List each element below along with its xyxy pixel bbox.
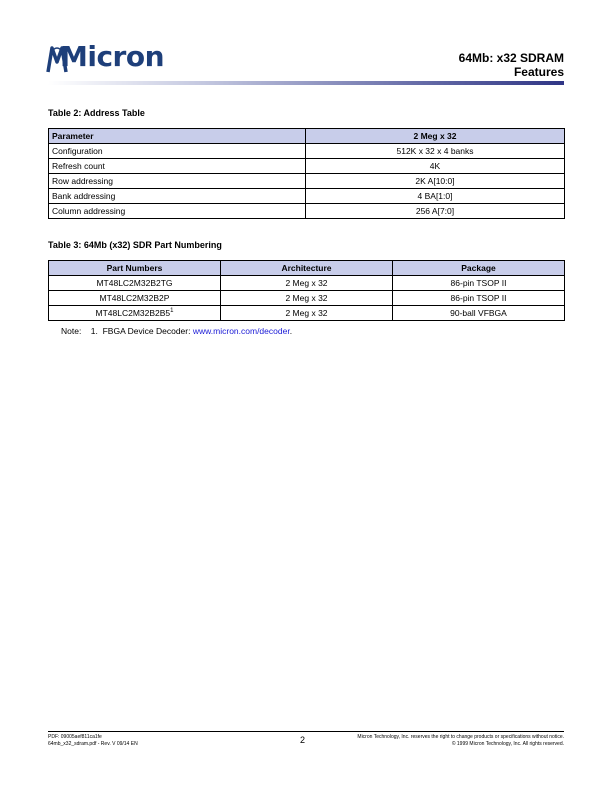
footnote-mark: 1: [170, 308, 174, 315]
table3-caption: Table 3: 64Mb (x32) SDR Part Numbering: [48, 240, 222, 250]
table-row: [49, 306, 565, 321]
footer-right: [357, 734, 564, 747]
table-cell: 256 A[7:0]: [306, 204, 565, 219]
table-cell: Refresh count: [49, 159, 306, 174]
note-suffix: .: [289, 326, 293, 336]
column-header: Package: [393, 261, 565, 276]
table-header-row: [49, 129, 565, 144]
page-number: 2: [300, 735, 306, 745]
note-text: FBGA Device Decoder:: [102, 326, 193, 336]
table-note: [61, 326, 292, 336]
table-row: [49, 159, 565, 174]
table-cell: MT48LC2M32B2TG: [49, 276, 221, 291]
footer-filename: 64mb_x32_sdram.pdf - Rev. V 09/14 EN: [48, 740, 138, 747]
table-cell: MT48LC2M32B2P: [49, 291, 221, 306]
table-cell: [49, 306, 221, 321]
table2-caption: Table 2: Address Table: [48, 108, 145, 118]
table-row: [49, 276, 565, 291]
section-title: Features: [513, 65, 564, 79]
footer-copyright: © 1999 Micron Technology, Inc. All rights reserved.: [451, 740, 564, 747]
table-cell: Bank addressing: [49, 189, 306, 204]
table-cell: 90-ball VFBGA: [393, 306, 565, 321]
note-label: Note:: [61, 326, 82, 336]
column-header: Parameter: [49, 129, 306, 144]
footer-left: [48, 734, 138, 747]
table-cell: 2 Meg x 32: [221, 276, 393, 291]
table-cell: 512K x 32 x 4 banks: [306, 144, 565, 159]
page-header-title: [459, 51, 564, 79]
table-row: [49, 189, 565, 204]
address-table: [48, 128, 565, 219]
footer-rule: [48, 731, 564, 732]
footer-pdf-id: PDF: 09005aef811ca1fe: [48, 734, 102, 740]
note-number: 1.: [90, 326, 98, 336]
decoder-link[interactable]: www.micron.com/decoder: [192, 326, 290, 336]
table-cell: 4 BA[1:0]: [306, 189, 565, 204]
table-cell: 86-pin TSOP II: [393, 276, 565, 291]
table-cell: Configuration: [49, 144, 306, 159]
table-row: [49, 144, 565, 159]
column-header: Part Numbers: [49, 261, 221, 276]
table-row: [49, 174, 565, 189]
document-title: 64Mb: x32 SDRAM: [458, 51, 564, 65]
column-header: Architecture: [221, 261, 393, 276]
table-cell: 2K A[10:0]: [306, 174, 565, 189]
column-header: 2 Meg x 32: [306, 129, 565, 144]
table-header-row: [49, 261, 565, 276]
table-cell: Column addressing: [49, 204, 306, 219]
table-row: [49, 204, 565, 219]
header-rule: [48, 81, 564, 85]
table-cell: 4K: [306, 159, 565, 174]
table-cell: 86-pin TSOP II: [393, 291, 565, 306]
footer-disclaimer: Micron Technology, Inc. reserves the right to change products or specifications without notice.: [357, 734, 564, 740]
table-cell: Row addressing: [49, 174, 306, 189]
table-cell: 2 Meg x 32: [221, 291, 393, 306]
part-numbering-table: [48, 260, 565, 321]
part-number: MT48LC2M32B2B5: [95, 308, 171, 318]
micron-logo: Micron: [60, 40, 165, 73]
table-cell: 2 Meg x 32: [221, 306, 393, 321]
table-row: [49, 291, 565, 306]
